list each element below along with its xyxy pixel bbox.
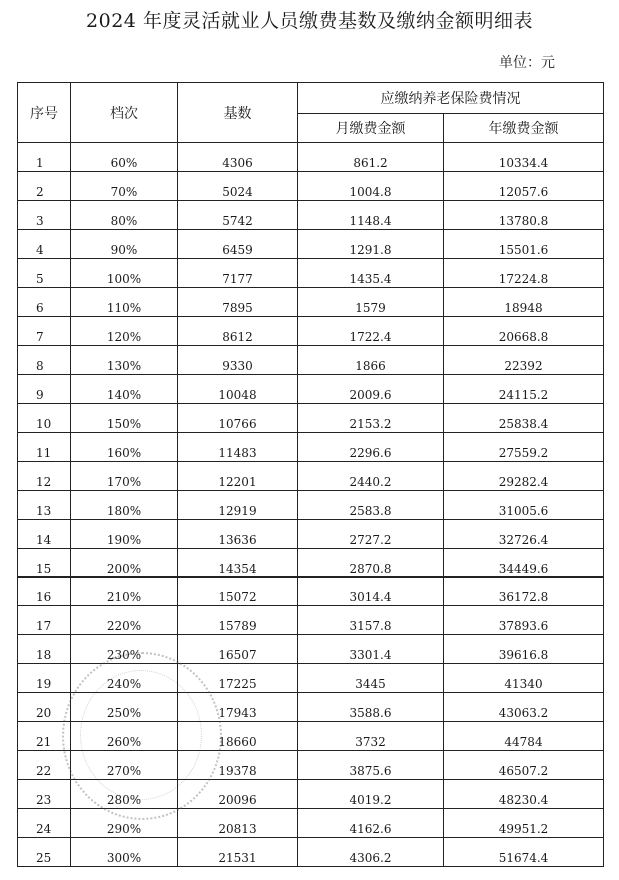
cell-index: 10 [18, 404, 71, 433]
cell-base: 6459 [178, 230, 298, 259]
cell-index: 18 [18, 635, 71, 664]
cell-base: 11483 [178, 433, 298, 462]
table-row [18, 172, 604, 201]
cell-monthly: 3732 [298, 722, 444, 751]
cell-annual: 10334.4 [444, 143, 604, 172]
header-base: 基数 [178, 83, 298, 143]
cell-index: 22 [18, 751, 71, 780]
table-body-bottom [18, 577, 604, 867]
cell-monthly: 1148.4 [298, 201, 444, 230]
cell-monthly: 2153.2 [298, 404, 444, 433]
cell-index: 6 [18, 288, 71, 317]
table-row [18, 143, 604, 172]
table-row [18, 780, 604, 809]
cell-tier: 150% [71, 404, 178, 433]
cell-index: 25 [18, 838, 71, 867]
table-row [18, 693, 604, 722]
cell-monthly: 861.2 [298, 143, 444, 172]
cell-tier: 280% [71, 780, 178, 809]
table-row [18, 577, 604, 606]
unit-label: 单位：元 [499, 55, 555, 71]
table-row [18, 809, 604, 838]
cell-monthly: 3445 [298, 664, 444, 693]
table-row [18, 751, 604, 780]
cell-annual: 17224.8 [444, 259, 604, 288]
cell-base: 7895 [178, 288, 298, 317]
table-row [18, 433, 604, 462]
cell-base: 12201 [178, 462, 298, 491]
cell-monthly: 1004.8 [298, 172, 444, 201]
table-row [18, 317, 604, 346]
cell-annual: 22392 [444, 346, 604, 375]
cell-tier: 140% [71, 375, 178, 404]
cell-monthly: 2727.2 [298, 520, 444, 549]
cell-tier: 230% [71, 635, 178, 664]
cell-index: 3 [18, 201, 71, 230]
cell-base: 10048 [178, 375, 298, 404]
contribution-table-top [17, 82, 604, 578]
table-row [18, 549, 604, 578]
cell-annual: 25838.4 [444, 404, 604, 433]
header-annual: 年缴费金额 [444, 114, 604, 143]
cell-tier: 300% [71, 838, 178, 867]
cell-annual: 13780.8 [444, 201, 604, 230]
cell-index: 24 [18, 809, 71, 838]
cell-base: 20096 [178, 780, 298, 809]
cell-monthly: 3014.4 [298, 577, 444, 606]
cell-base: 14354 [178, 549, 298, 578]
cell-tier: 70% [71, 172, 178, 201]
cell-index: 9 [18, 375, 71, 404]
cell-monthly: 3157.8 [298, 606, 444, 635]
contribution-table-bottom [17, 576, 604, 867]
cell-monthly: 3301.4 [298, 635, 444, 664]
cell-index: 4 [18, 230, 71, 259]
cell-monthly: 2583.8 [298, 491, 444, 520]
cell-base: 15789 [178, 606, 298, 635]
table-row [18, 838, 604, 867]
cell-base: 12919 [178, 491, 298, 520]
cell-annual: 51674.4 [444, 838, 604, 867]
cell-monthly: 2870.8 [298, 549, 444, 578]
cell-annual: 43063.2 [444, 693, 604, 722]
table-row [18, 664, 604, 693]
cell-annual: 41340 [444, 664, 604, 693]
cell-index: 19 [18, 664, 71, 693]
cell-monthly: 2296.6 [298, 433, 444, 462]
cell-tier: 180% [71, 491, 178, 520]
table-row [18, 606, 604, 635]
cell-annual: 29282.4 [444, 462, 604, 491]
table-row [18, 462, 604, 491]
cell-tier: 160% [71, 433, 178, 462]
cell-annual: 48230.4 [444, 780, 604, 809]
cell-tier: 110% [71, 288, 178, 317]
cell-tier: 260% [71, 722, 178, 751]
cell-base: 15072 [178, 577, 298, 606]
cell-base: 18660 [178, 722, 298, 751]
cell-tier: 90% [71, 230, 178, 259]
cell-annual: 37893.6 [444, 606, 604, 635]
cell-index: 17 [18, 606, 71, 635]
cell-annual: 15501.6 [444, 230, 604, 259]
cell-tier: 190% [71, 520, 178, 549]
cell-tier: 220% [71, 606, 178, 635]
cell-tier: 270% [71, 751, 178, 780]
cell-base: 17225 [178, 664, 298, 693]
table-row [18, 288, 604, 317]
cell-base: 7177 [178, 259, 298, 288]
cell-annual: 12057.6 [444, 172, 604, 201]
header-tier: 档次 [71, 83, 178, 143]
cell-tier: 100% [71, 259, 178, 288]
cell-index: 21 [18, 722, 71, 751]
cell-tier: 210% [71, 577, 178, 606]
cell-base: 16507 [178, 635, 298, 664]
cell-base: 5742 [178, 201, 298, 230]
header-pension-group: 应缴纳养老保险费情况 [298, 83, 604, 114]
cell-annual: 46507.2 [444, 751, 604, 780]
table-row [18, 346, 604, 375]
cell-index: 12 [18, 462, 71, 491]
cell-monthly: 2009.6 [298, 375, 444, 404]
cell-base: 8612 [178, 317, 298, 346]
cell-monthly: 3875.6 [298, 751, 444, 780]
cell-index: 15 [18, 549, 71, 578]
cell-tier: 290% [71, 809, 178, 838]
page-title: 2024 年度灵活就业人员缴费基数及缴纳金额明细表 [86, 10, 533, 32]
cell-base: 4306 [178, 143, 298, 172]
cell-index: 16 [18, 577, 71, 606]
cell-annual: 49951.2 [444, 809, 604, 838]
table-row [18, 404, 604, 433]
cell-base: 17943 [178, 693, 298, 722]
cell-tier: 60% [71, 143, 178, 172]
cell-monthly: 2440.2 [298, 462, 444, 491]
cell-monthly: 1291.8 [298, 230, 444, 259]
table-row [18, 491, 604, 520]
header-monthly: 月缴费金额 [298, 114, 444, 143]
cell-annual: 18948 [444, 288, 604, 317]
cell-base: 9330 [178, 346, 298, 375]
cell-base: 10766 [178, 404, 298, 433]
cell-annual: 24115.2 [444, 375, 604, 404]
cell-index: 13 [18, 491, 71, 520]
cell-tier: 130% [71, 346, 178, 375]
cell-tier: 120% [71, 317, 178, 346]
cell-monthly: 1435.4 [298, 259, 444, 288]
cell-monthly: 1722.4 [298, 317, 444, 346]
table-row [18, 520, 604, 549]
cell-monthly: 1866 [298, 346, 444, 375]
cell-index: 11 [18, 433, 71, 462]
table-row [18, 259, 604, 288]
cell-monthly: 1579 [298, 288, 444, 317]
cell-annual: 34449.6 [444, 549, 604, 578]
cell-base: 19378 [178, 751, 298, 780]
table-row [18, 375, 604, 404]
header-index: 序号 [18, 83, 71, 143]
cell-tier: 200% [71, 549, 178, 578]
cell-index: 20 [18, 693, 71, 722]
table-row [18, 230, 604, 259]
cell-annual: 39616.8 [444, 635, 604, 664]
cell-base: 21531 [178, 838, 298, 867]
table-row [18, 722, 604, 751]
cell-monthly: 4162.6 [298, 809, 444, 838]
cell-monthly: 4019.2 [298, 780, 444, 809]
cell-tier: 240% [71, 664, 178, 693]
cell-index: 5 [18, 259, 71, 288]
cell-monthly: 4306.2 [298, 838, 444, 867]
cell-base: 13636 [178, 520, 298, 549]
cell-annual: 32726.4 [444, 520, 604, 549]
table-body-top [18, 143, 604, 578]
cell-annual: 31005.6 [444, 491, 604, 520]
cell-annual: 44784 [444, 722, 604, 751]
cell-index: 7 [18, 317, 71, 346]
cell-annual: 27559.2 [444, 433, 604, 462]
table-row [18, 635, 604, 664]
cell-base: 5024 [178, 172, 298, 201]
cell-base: 20813 [178, 809, 298, 838]
table-row [18, 201, 604, 230]
cell-index: 23 [18, 780, 71, 809]
cell-tier: 80% [71, 201, 178, 230]
cell-index: 14 [18, 520, 71, 549]
cell-annual: 36172.8 [444, 577, 604, 606]
cell-index: 2 [18, 172, 71, 201]
cell-annual: 20668.8 [444, 317, 604, 346]
cell-tier: 170% [71, 462, 178, 491]
cell-index: 1 [18, 143, 71, 172]
cell-monthly: 3588.6 [298, 693, 444, 722]
cell-index: 8 [18, 346, 71, 375]
cell-tier: 250% [71, 693, 178, 722]
